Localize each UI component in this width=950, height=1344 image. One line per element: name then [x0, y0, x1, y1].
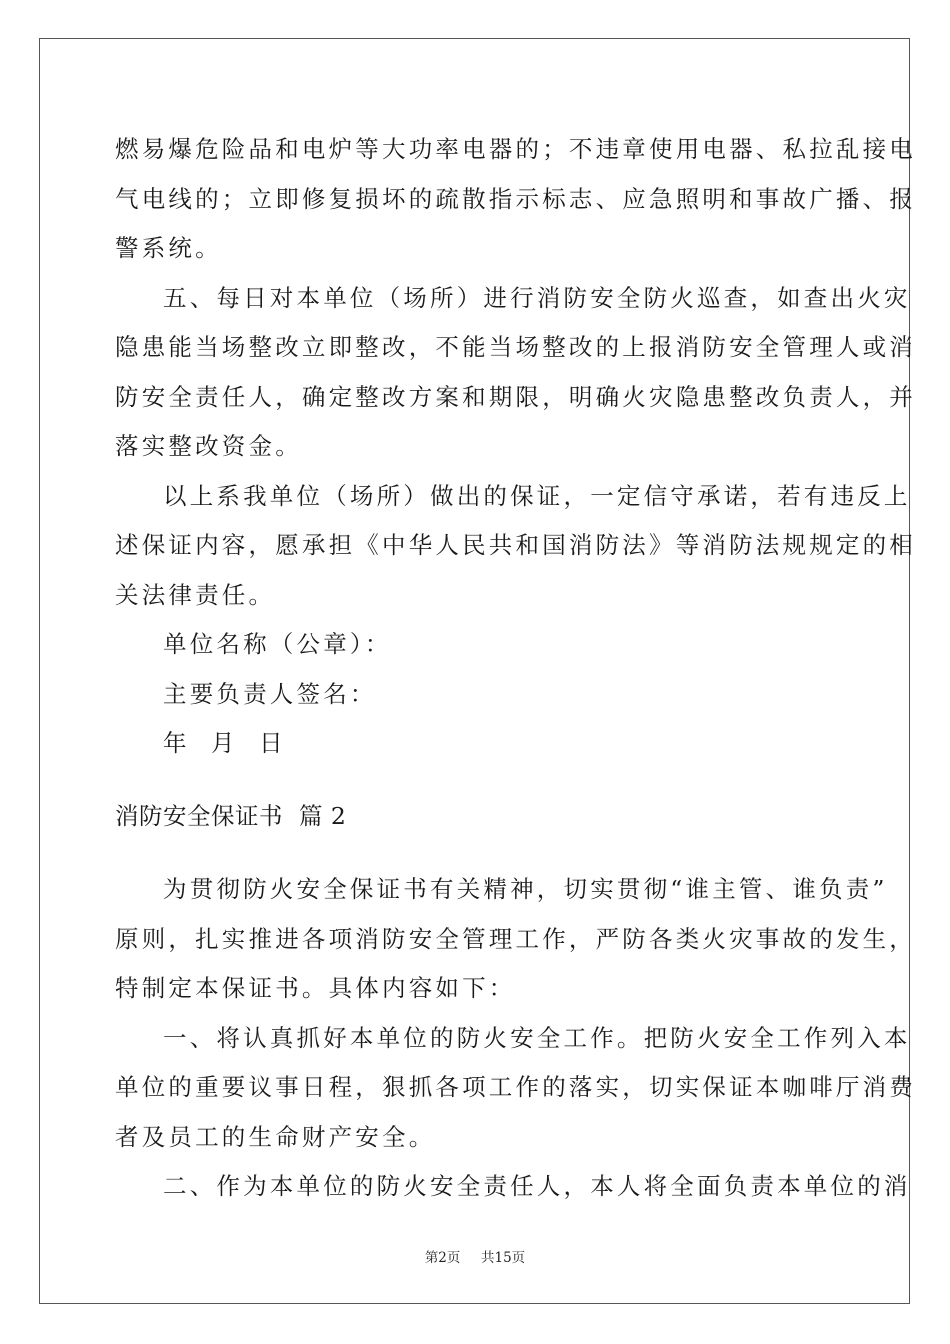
text-line: 者及员工的生命财产安全。: [115, 1122, 436, 1151]
unit-name-field: 单位名称（公章）：: [163, 630, 392, 658]
document-body: [115, 125, 916, 1212]
text-line: 燃易爆危险品和电炉等大功率电器的；不违章使用电器、私拉乱接电: [115, 135, 916, 163]
signature-field: 主要负责人签名：: [163, 679, 377, 708]
text-line: 气电线的；立即修复损坏的疏散指示标志、应急照明和事故广播、报: [115, 184, 916, 213]
paragraph-start: 五、每日对本单位（场所）进行消防安全防火巡查，如查出火灾: [163, 283, 911, 312]
page-total: 共15页: [481, 1250, 526, 1266]
text-line: 述保证内容，愿承担《中华人民共和国消防法》等消防法规规定的相: [115, 531, 916, 559]
text-line: 隐患能当场整改立即整改，不能当场整改的上报消防安全管理人或消: [115, 333, 916, 361]
paragraph-start: 一、将认真抓好本单位的防火安全工作。把防火安全工作列入本: [163, 1023, 911, 1052]
text-line: 防安全责任人，确定整改方案和期限，明确火灾隐患整改负责人，并: [115, 382, 916, 411]
text-line: 特制定本保证书。具体内容如下：: [115, 974, 516, 1002]
paragraph-start: 为贯彻防火安全保证书有关精神，切实贯彻“谁主管、谁负责”: [163, 875, 888, 903]
paragraph-start: 二、作为本单位的防火安全责任人，本人将全面负责本单位的消: [163, 1172, 911, 1200]
text-line: 落实整改资金。: [115, 432, 302, 460]
section-heading: 消防安全保证书 篇 2: [115, 802, 347, 830]
text-line: 关法律责任。: [115, 580, 276, 609]
text-line: 原则，扎实推进各项消防安全管理工作，严防各类火灾事故的发生，: [115, 924, 916, 953]
date-field: 年 月 日: [163, 729, 286, 757]
text-line: 警系统。: [115, 234, 222, 262]
page-footer: [0, 1246, 950, 1266]
paragraph-start: 以上系我单位（场所）做出的保证，一定信守承诺，若有违反上: [163, 481, 911, 510]
page-number: 第2页: [424, 1250, 461, 1266]
text-line: 单位的重要议事日程，狠抓各项工作的落实，切实保证本咖啡厅消费: [115, 1073, 916, 1101]
